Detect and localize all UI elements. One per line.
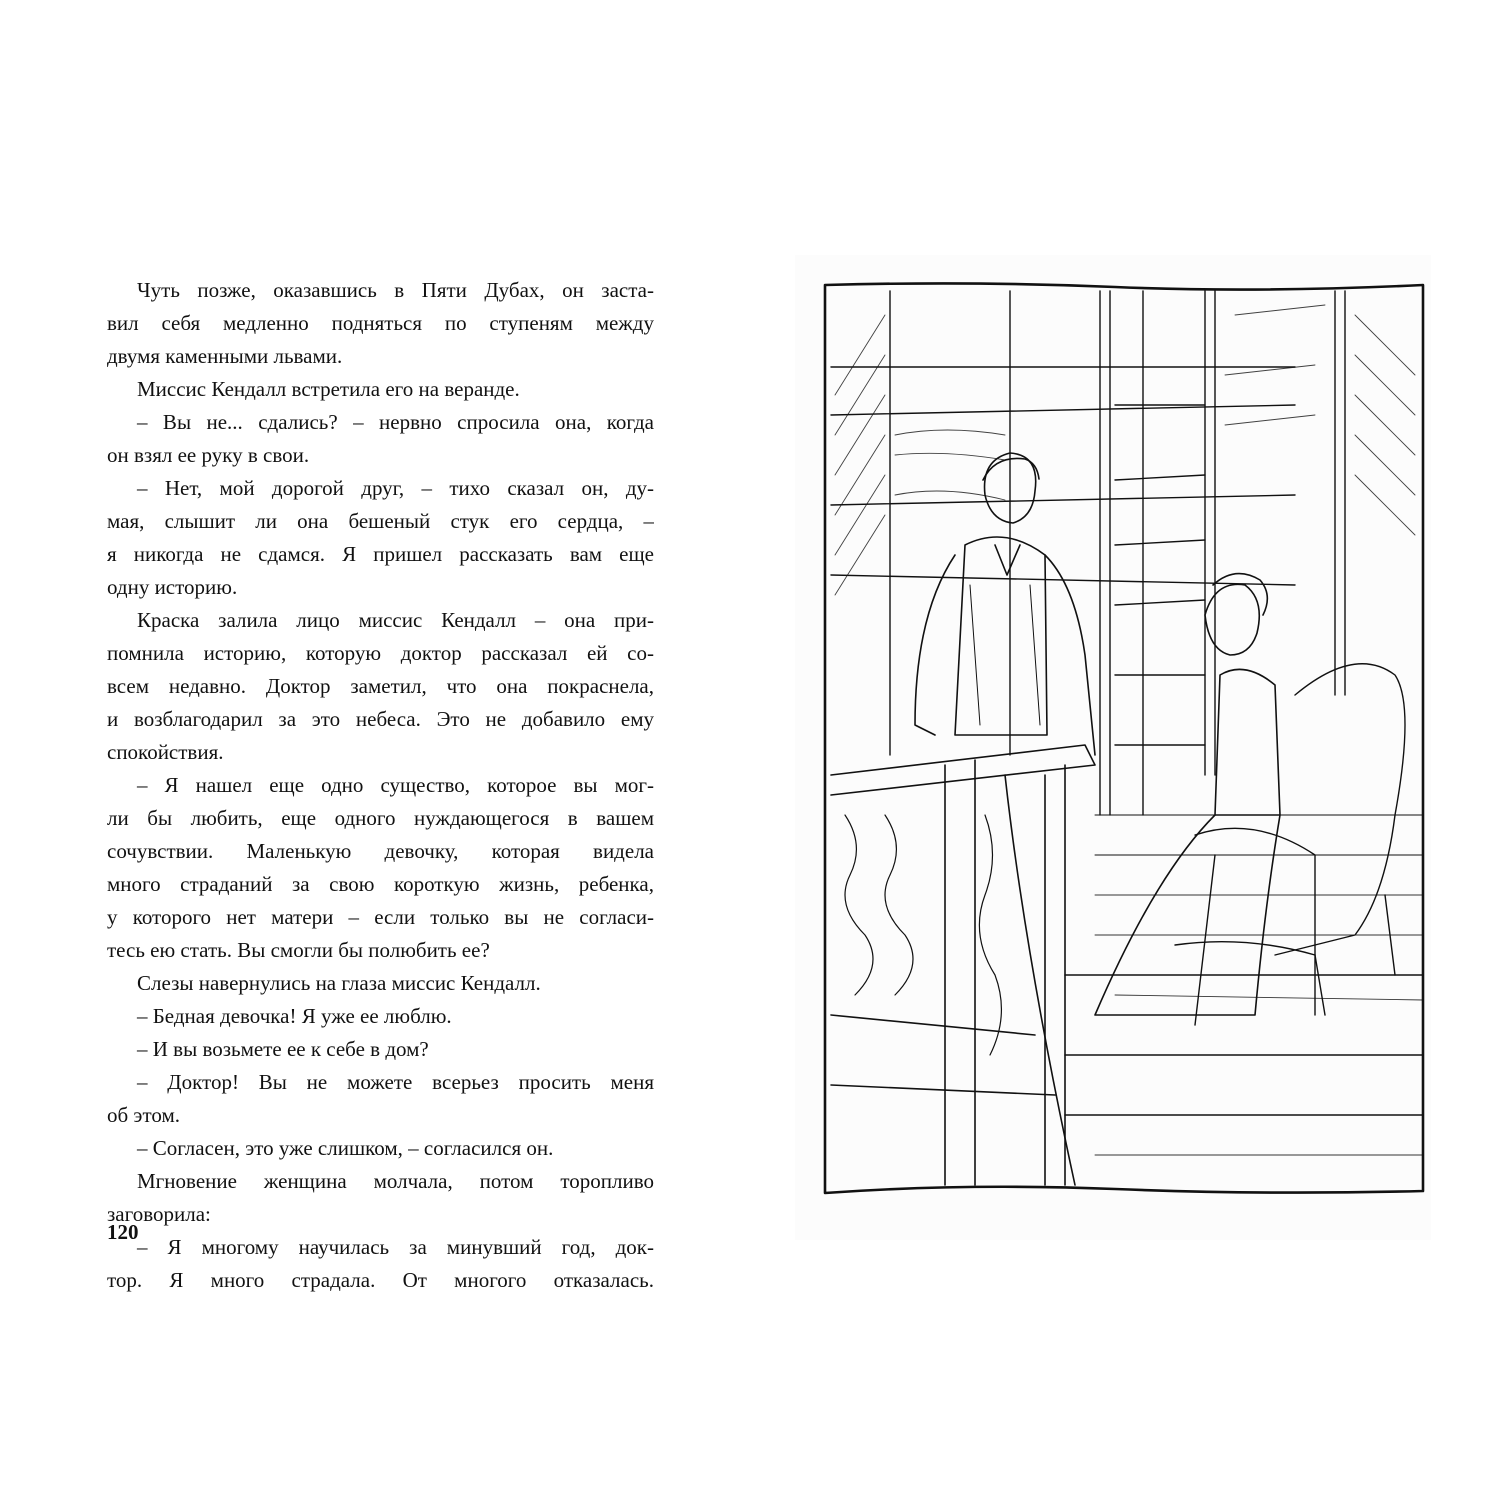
text-line: – Нет, мой дорогой друг, – тихо сказал он, ду- — [137, 476, 654, 500]
text-line: мая, слышит ли она бешеный стук его сердца, – — [107, 509, 654, 533]
text-line: Миссис Кендалл встретила его на веранде. — [137, 377, 520, 401]
text-column — [107, 274, 654, 1297]
text-line: – Согласен, это уже слишком, – согласился он. — [137, 1136, 554, 1160]
text-line: двумя каменными львами. — [107, 344, 343, 368]
text-line: заговорила: — [107, 1202, 211, 1226]
text-line: – Вы не... сдались? – нервно спросила она, когда — [137, 410, 654, 434]
text-line: – Я нашел еще одно существо, которое вы мог- — [137, 773, 654, 797]
window-shading — [835, 305, 1415, 595]
text-line: Мгновение женщина молчала, потом торопливо — [137, 1169, 654, 1193]
text-line: много страданий за свою короткую жизнь, ребенка, — [107, 872, 654, 896]
text-line: у которого нет матери – если только вы не согласи- — [107, 905, 654, 929]
text-line: – Я многому научилась за минувший год, док- — [137, 1235, 654, 1259]
text-line: я никогда не сдамся. Я пришел рассказать вам еще — [107, 542, 654, 566]
window-frame — [831, 291, 1345, 815]
text-line: Краска залила лицо миссис Кендалл – она при- — [137, 608, 654, 632]
text-line: об этом. — [107, 1103, 180, 1127]
staircase-railing — [831, 745, 1423, 1185]
wicker-chair — [1175, 664, 1405, 1025]
text-line: он взял ее руку в свои. — [107, 443, 310, 467]
text-line: всем недавно. Доктор заметил, что она покраснела, — [107, 674, 654, 698]
text-line: Чуть позже, оказавшись в Пяти Дубах, он заста- — [137, 278, 654, 302]
text-line: спокойствия. — [107, 740, 224, 764]
text-line: – Бедная девочка! Я уже ее люблю. — [137, 1004, 452, 1028]
text-line: тор. Я много страдала. От многого отказалась. — [107, 1268, 654, 1292]
text-line: ли бы любить, еще одного нуждающегося в вашем — [107, 806, 654, 830]
porch-scene-drawing — [795, 255, 1431, 1240]
woman-figure — [1095, 574, 1280, 1015]
floor-lines — [1095, 895, 1423, 1155]
text-line: – И вы возьмете ее к себе в дом? — [137, 1037, 429, 1061]
text-line: помнила историю, которую доктор рассказал ей со- — [107, 641, 654, 665]
text-line: и возблагодарил за это небеса. Это не добавило ему — [107, 707, 654, 731]
text-line: вил себя медленно подняться по ступеням между — [107, 311, 654, 335]
page-number: 120 — [107, 1220, 139, 1244]
illustration — [795, 255, 1431, 1240]
text-line: тесь ею стать. Вы смогли бы полюбить ее? — [107, 938, 490, 962]
text-line: одну историю. — [107, 575, 238, 599]
man-figure — [915, 453, 1095, 755]
text-line: Слезы навернулись на глаза миссис Кендалл. — [137, 971, 541, 995]
text-line: – Доктор! Вы не можете всерьез просить меня — [137, 1070, 654, 1094]
text-line: сочувствии. Маленькую девочку, которая видела — [107, 839, 654, 863]
